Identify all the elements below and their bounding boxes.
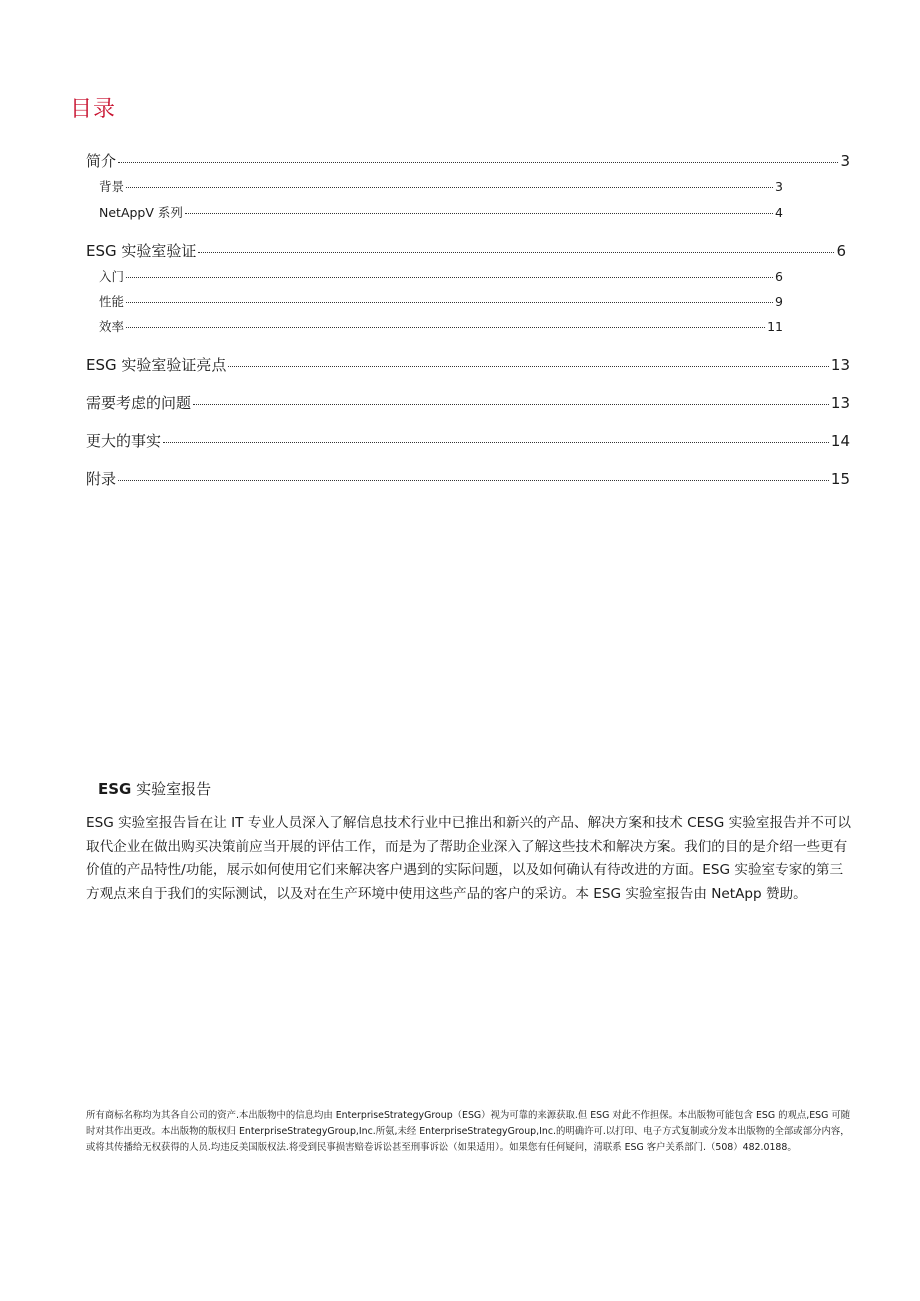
toc-entry-label: NetAppV 系列 xyxy=(99,205,183,220)
toc-entry-label: 附录 xyxy=(86,470,117,488)
toc-entry-label: ESG 实验室验证 xyxy=(86,242,197,260)
toc-entry[interactable] xyxy=(86,240,846,260)
toc-entry[interactable] xyxy=(86,203,783,219)
toc-entry[interactable] xyxy=(86,392,850,412)
toc-entry[interactable] xyxy=(86,267,783,283)
toc-entry-label: 性能 xyxy=(99,294,125,309)
toc-dot-leader xyxy=(198,252,834,253)
toc-entry-label: ESG 实验室验证亮点 xyxy=(86,356,227,374)
about-heading xyxy=(98,778,211,799)
toc-dot-leader xyxy=(185,213,773,214)
toc-entry[interactable] xyxy=(86,150,850,170)
toc-entry-page-number: 9 xyxy=(775,294,783,309)
toc-entry-page-number: 11 xyxy=(767,319,783,334)
toc-entry-page-number: 14 xyxy=(830,432,850,450)
toc-entry[interactable] xyxy=(86,292,783,308)
toc-entry-page-number: 6 xyxy=(775,269,783,284)
toc-entry-label: 效率 xyxy=(99,319,125,334)
toc-entry-page-number: 6 xyxy=(836,242,846,260)
toc-dot-leader xyxy=(193,404,829,405)
toc-entry-page-number: 4 xyxy=(775,205,783,220)
toc-entry-label: 需要考虑的问题 xyxy=(86,394,192,412)
toc-dot-leader xyxy=(163,442,829,443)
toc-entry-label: 更大的事实 xyxy=(86,432,162,450)
toc-dot-leader xyxy=(126,277,773,278)
toc-entry-page-number: 13 xyxy=(830,394,850,412)
about-heading-rest: 实验室报告 xyxy=(131,780,212,798)
toc-entry-label: 入门 xyxy=(99,269,125,284)
page-title: 目录 xyxy=(70,97,117,122)
toc-entry[interactable] xyxy=(86,177,783,193)
toc-entry[interactable] xyxy=(86,354,850,374)
toc-entry-page-number: 3 xyxy=(840,152,850,170)
toc-entry-page-number: 15 xyxy=(830,470,850,488)
toc-dot-leader xyxy=(118,480,829,481)
toc-entry-label: 简介 xyxy=(86,152,117,170)
toc-entry-label: 背景 xyxy=(99,179,125,194)
toc-entry-page-number: 3 xyxy=(775,179,783,194)
about-heading-strong: ESG xyxy=(98,780,132,798)
toc-entry[interactable] xyxy=(86,430,850,450)
copyright-notice: 所有商标名称均为其各自公司的资产.本出版物中的信息均由 EnterpriseStrategyGroup（ESG）视为可靠的来源获取.但 ESG 对此不作担保。本出版物可能包含 ESG 的观点,ESG 可随时对其作出更改。本出版物的版权归 EnterpriseStrategyGroup,Inc.所氨,未经 EnterpriseStrategyGroup,Inc.的明确许可.以打印、电子方式复制或分发本出版物的全部或部分内容，或将其传播给无权获得的人员.均违反美国版权法.将受到民事损害赔卷诉讼甚至刑事诉讼（如果适用）。如果您有任何疑问，清联系 ESG 客户关系部门.（508）482.0188。 xyxy=(86,1110,851,1153)
toc-entry[interactable] xyxy=(86,468,850,488)
toc-dot-leader xyxy=(228,366,829,367)
toc-entry-page-number: 13 xyxy=(830,356,850,374)
toc-dot-leader xyxy=(126,302,773,303)
toc-dot-leader xyxy=(126,327,765,328)
about-paragraph: ESG 实验室报告旨在让 IT 专业人员深入了解信息技术行业中已推出和新兴的产品、解决方案和技术 CESG 实验室报告并不可以取代企业在做出购买决策前应当开展的评估工作，而是为了帮助企业深入了解这些技术和解决方案。我们的目的是介绍一些更有价值的产品特性/功能，展示如何使用它们来解决客户遇到的实际问题，以及如何确认有待改进的方面。ESG 实验室专家的第三方观点来自于我们的实际测试，以及对在生产环境中使用这些产品的客户的采访。本 ESG 实验室报告由 NetApp 赞助。 xyxy=(86,815,852,902)
toc-dot-leader xyxy=(118,162,838,163)
toc-dot-leader xyxy=(126,187,773,188)
toc-entry[interactable] xyxy=(86,317,783,333)
